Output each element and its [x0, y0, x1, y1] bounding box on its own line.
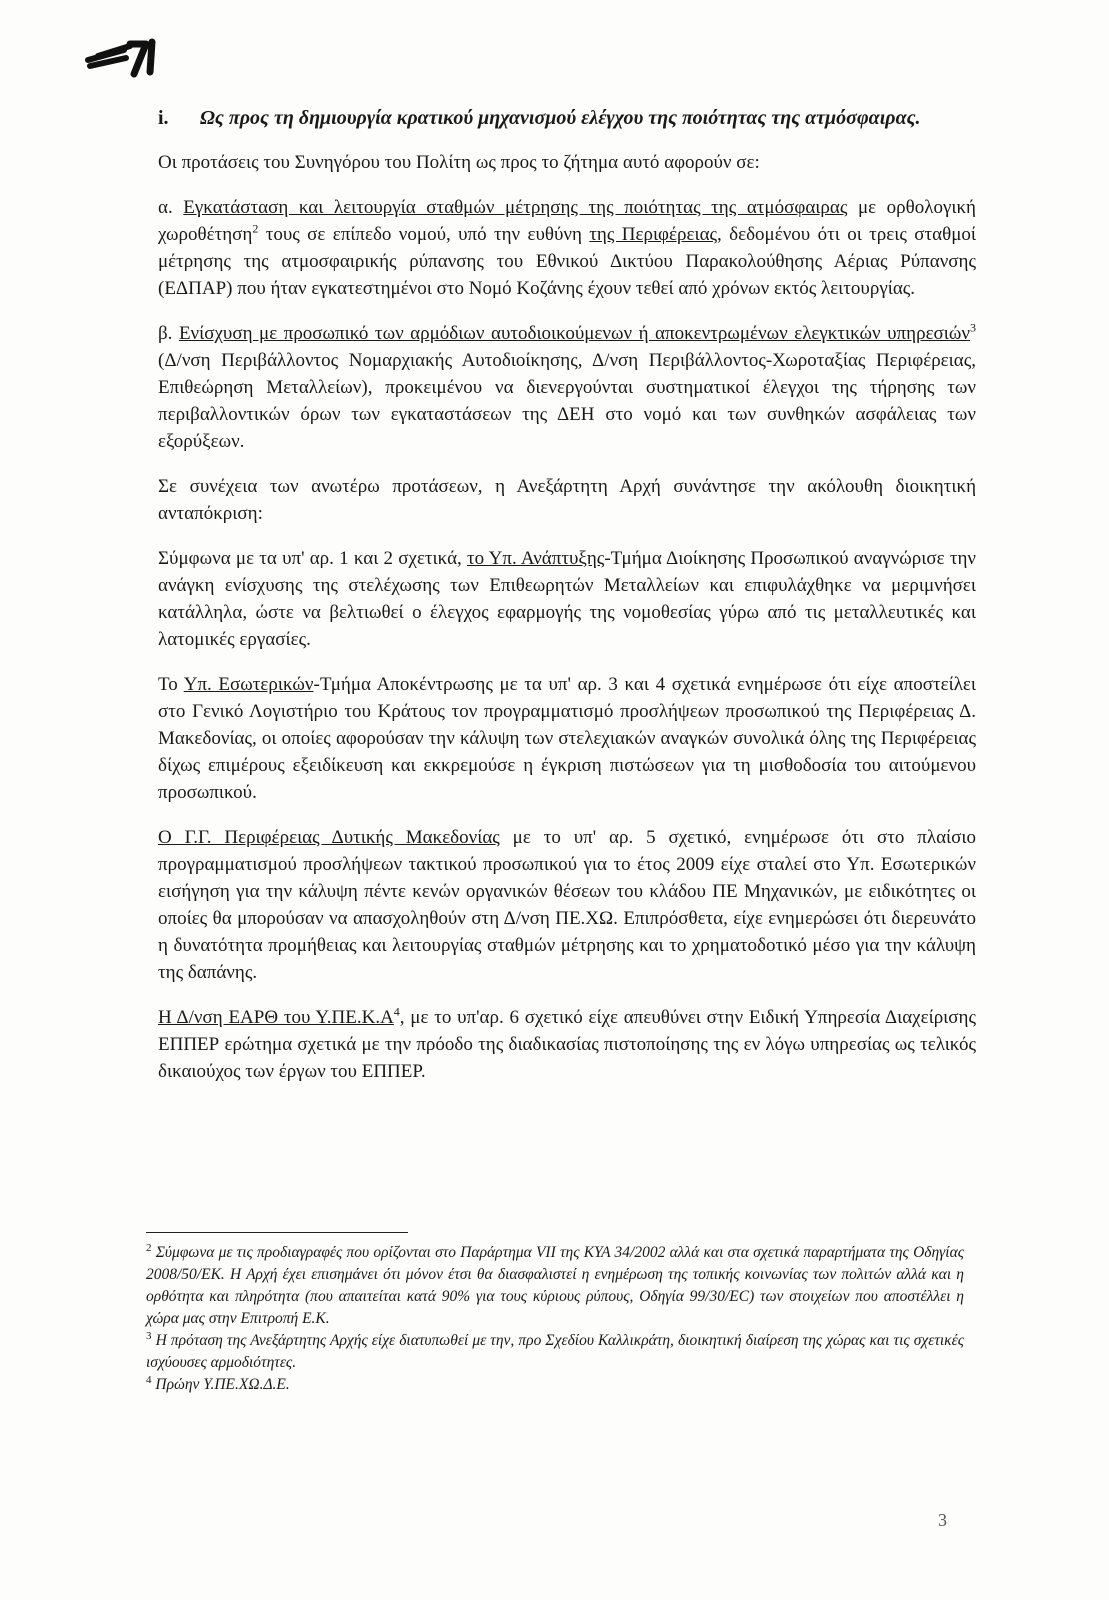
response-3-authority: Ο Γ.Γ. Περιφέρειας Δυτικής Μακεδονίας: [158, 827, 500, 848]
section-number: i.: [158, 107, 169, 129]
proposal-b-label: β.: [158, 323, 173, 344]
proposal-a-text-1: με ορθολογική χωροθέτηση: [158, 197, 976, 245]
response-ministry-development: [158, 545, 976, 653]
proposal-b-title: Ενίσχυση με προσωπικό των αρμόδιων αυτοδιοικούμενων ή αποκεντρωμένων ελεγκτικών υπηρεσιών: [178, 323, 970, 344]
response-secretary-general: [158, 824, 976, 986]
proposal-a-text-3: δεδομένου ότι οι τρεις σταθμοί μέτρησης της ατμοσφαιρικής ρύπανσης του Εθνικού Δικτύου Παρακολούθησης Αέριας Ρύπανσης (ΕΔΠΑΡ) που ήταν εγκατεστημένοι στο Νομό Κοζάνης έχουν τεθεί από χρόνων εκτός λειτουργίας.: [158, 224, 976, 299]
footnote-separator: [146, 1232, 408, 1233]
proposal-a-title: Εγκατάσταση και λειτουργία σταθμών μέτρησης της ποιότητας της ατμόσφαιρας: [183, 197, 848, 218]
proposal-a: [158, 194, 976, 302]
page-number: 3: [938, 1510, 947, 1530]
response-ministry-interior: [158, 671, 976, 806]
footnote-2: [146, 1242, 964, 1330]
main-content: [158, 105, 976, 1103]
handwritten-page-mark: [84, 36, 164, 78]
footnote-ref-2: 2: [252, 221, 259, 236]
proposal-a-region: της Περιφέρειας,: [589, 224, 722, 245]
section-title: Ως προς τη δημιουργία κρατικού μηχανισμού ελέγχου της ποιότητας της ατμόσφαιρας.: [200, 107, 921, 129]
response-3-text: με το υπ' αρ. 5 σχετικό, ενημέρωσε ότι στο πλαίσιο προγραμματισμού προσλήψεων τακτικού προσωπικού για το έτος 2009 είχε σταλεί στο Υπ. Εσωτερικών εισήγηση για την κάλυψη πέντε κενών οργανικών θέσεων του κλάδου ΠΕ Μηχανικών, με ειδικότητες οι οποίες θα μπορούσαν να απασχοληθούν στη Δ/νση ΠΕ.ΧΩ. Επιπρόσθετα, είχε ενημερώσει ότι διερευνάτο η δυνατότητα προμήθειας και λειτουργίας σταθμών μέτρησης και το χρηματοδοτικό μέσο για την κάλυψη της δαπάνης.: [158, 827, 976, 983]
footnote-number: 3: [146, 1329, 152, 1342]
proposal-a-label: α.: [158, 197, 173, 218]
proposal-b-text: (Δ/νση Περιβάλλοντος Νομαρχιακής Αυτοδιοίκησης, Δ/νση Περιβάλλοντος-Χωροταξίας Περιφέρειας, Επιθεώρηση Μεταλλείων), προκειμένου να διενεργούνται συστηματικοί έλεγχοι της τήρησης των περιβαλλοντικών όρων των εγκαταστάσεων της ΔΕΗ στο νομό και των συνθηκών ασφάλειας των εξορύξεων.: [158, 350, 976, 452]
footnote-text: Η πρόταση της Ανεξάρτητης Αρχής είχε διατυπωθεί με την, προ Σχεδίου Καλλικράτη, διοικητική διαίρεση της χώρας και τις σχετικές ισχύουσες αρμοδιότητες.: [146, 1332, 965, 1371]
response-1-start: Σύμφωνα με τα υπ' αρ. 1 και 2 σχετικά,: [158, 548, 467, 569]
response-4-authority: Η Δ/νση ΕΑΡΘ του Υ.ΠΕ.Κ.Α: [158, 1007, 394, 1028]
footnote-ref-3: 3: [970, 320, 976, 335]
response-1-text: -Τμήμα Διοίκησης Προσωπικού αναγνώρισε την ανάγκη ενίσχυσης της στελέχωσης των Επιθεωρητών Μεταλλείων και επιφυλάχθηκε να μεριμνήσει κατάλληλα, ώστε να βελτιωθεί ο έλεγχος εφαρμογής της νομοθεσίας γύρω από τις μεταλλευτικές και λατομικές εργασίες.: [158, 548, 976, 650]
footnote-4: [146, 1374, 964, 1396]
response-intro-paragraph: Σε συνέχεια των ανωτέρω προτάσεων, η Ανεξάρτητη Αρχή συνάντησε την ακόλουθη διοικητική ανταπόκριση:: [158, 476, 976, 524]
footnote-text: Πρώην Υ.ΠΕ.ΧΩ.Δ.Ε.: [155, 1376, 290, 1393]
response-2-start: Το: [158, 674, 184, 695]
section-heading: [158, 105, 976, 131]
response-1-authority: το Υπ. Ανάπτυξης: [467, 548, 605, 569]
footnote-number: 2: [146, 1241, 152, 1254]
response-4-text: , με το υπ'αρ. 6 σχετικό είχε απευθύνει στην Ειδική Υπηρεσία Διαχείρισης ΕΠΠΕΡ ερώτημα σχετικά με την πρόοδο της διαδικασίας πιστοποίησης της εν λόγω υπηρεσίας ως τελικός δικαιούχος των έργων του ΕΠΠΕΡ.: [158, 1007, 976, 1082]
response-2-text: -Τμήμα Αποκέντρωσης με τα υπ' αρ. 3 και 4 σχετικά ενημέρωσε ότι είχε αποστείλει στο Γενικό Λογιστήριο του Κράτους τον προγραμματισμό προσλήψεων προσωπικού της Περιφέρειας Δ. Μακεδονίας, οι οποίες αφορούσαν την κάλυψη των στελεχιακών αναγκών συνολικά όλης της Περιφέρειας δίχως επιμέρους εξειδίκευση και εκκρεμούσε η έγκριση πιστώσεων για τη μισθοδοσία του αιτούμενου προσωπικού.: [158, 674, 976, 803]
intro-paragraph: Οι προτάσεις του Συνηγόρου του Πολίτη ως προς το ζήτημα αυτό αφορούν σε:: [158, 152, 760, 173]
response-directorate-earth: [158, 1004, 976, 1085]
footnote-3: [146, 1330, 964, 1374]
footnotes: [146, 1242, 964, 1396]
proposal-b: [158, 320, 976, 455]
response-2-authority: Υπ. Εσωτερικών: [183, 674, 314, 695]
footnote-ref-4: 4: [393, 1004, 400, 1019]
proposal-a-text-2: τους σε επίπεδο νομού, υπό την ευθύνη: [258, 224, 590, 245]
footnote-number: 4: [146, 1373, 152, 1386]
footnote-text: Σύμφωνα με τις προδιαγραφές που ορίζονται στο Παράρτημα VII της ΚΥΑ 34/2002 αλλά και στα σχετικά παραρτήματα της Οδηγίας 2008/50/ΕΚ. Η Αρχή έχει επισημάνει ότι μόνον έτσι θα διασφαλιστεί η ενημέρωση της τοπικής κοινωνίας των πολιτών αλλά και η ορθότητα και πληρότητα (που απαιτείται κατά 90% για τους κύριους ρύπους, Οδηγία 99/30/ΕC) των στοιχείων που αποστέλλει η χώρα μας στην Επιτροπή Ε.Κ.: [146, 1244, 964, 1327]
